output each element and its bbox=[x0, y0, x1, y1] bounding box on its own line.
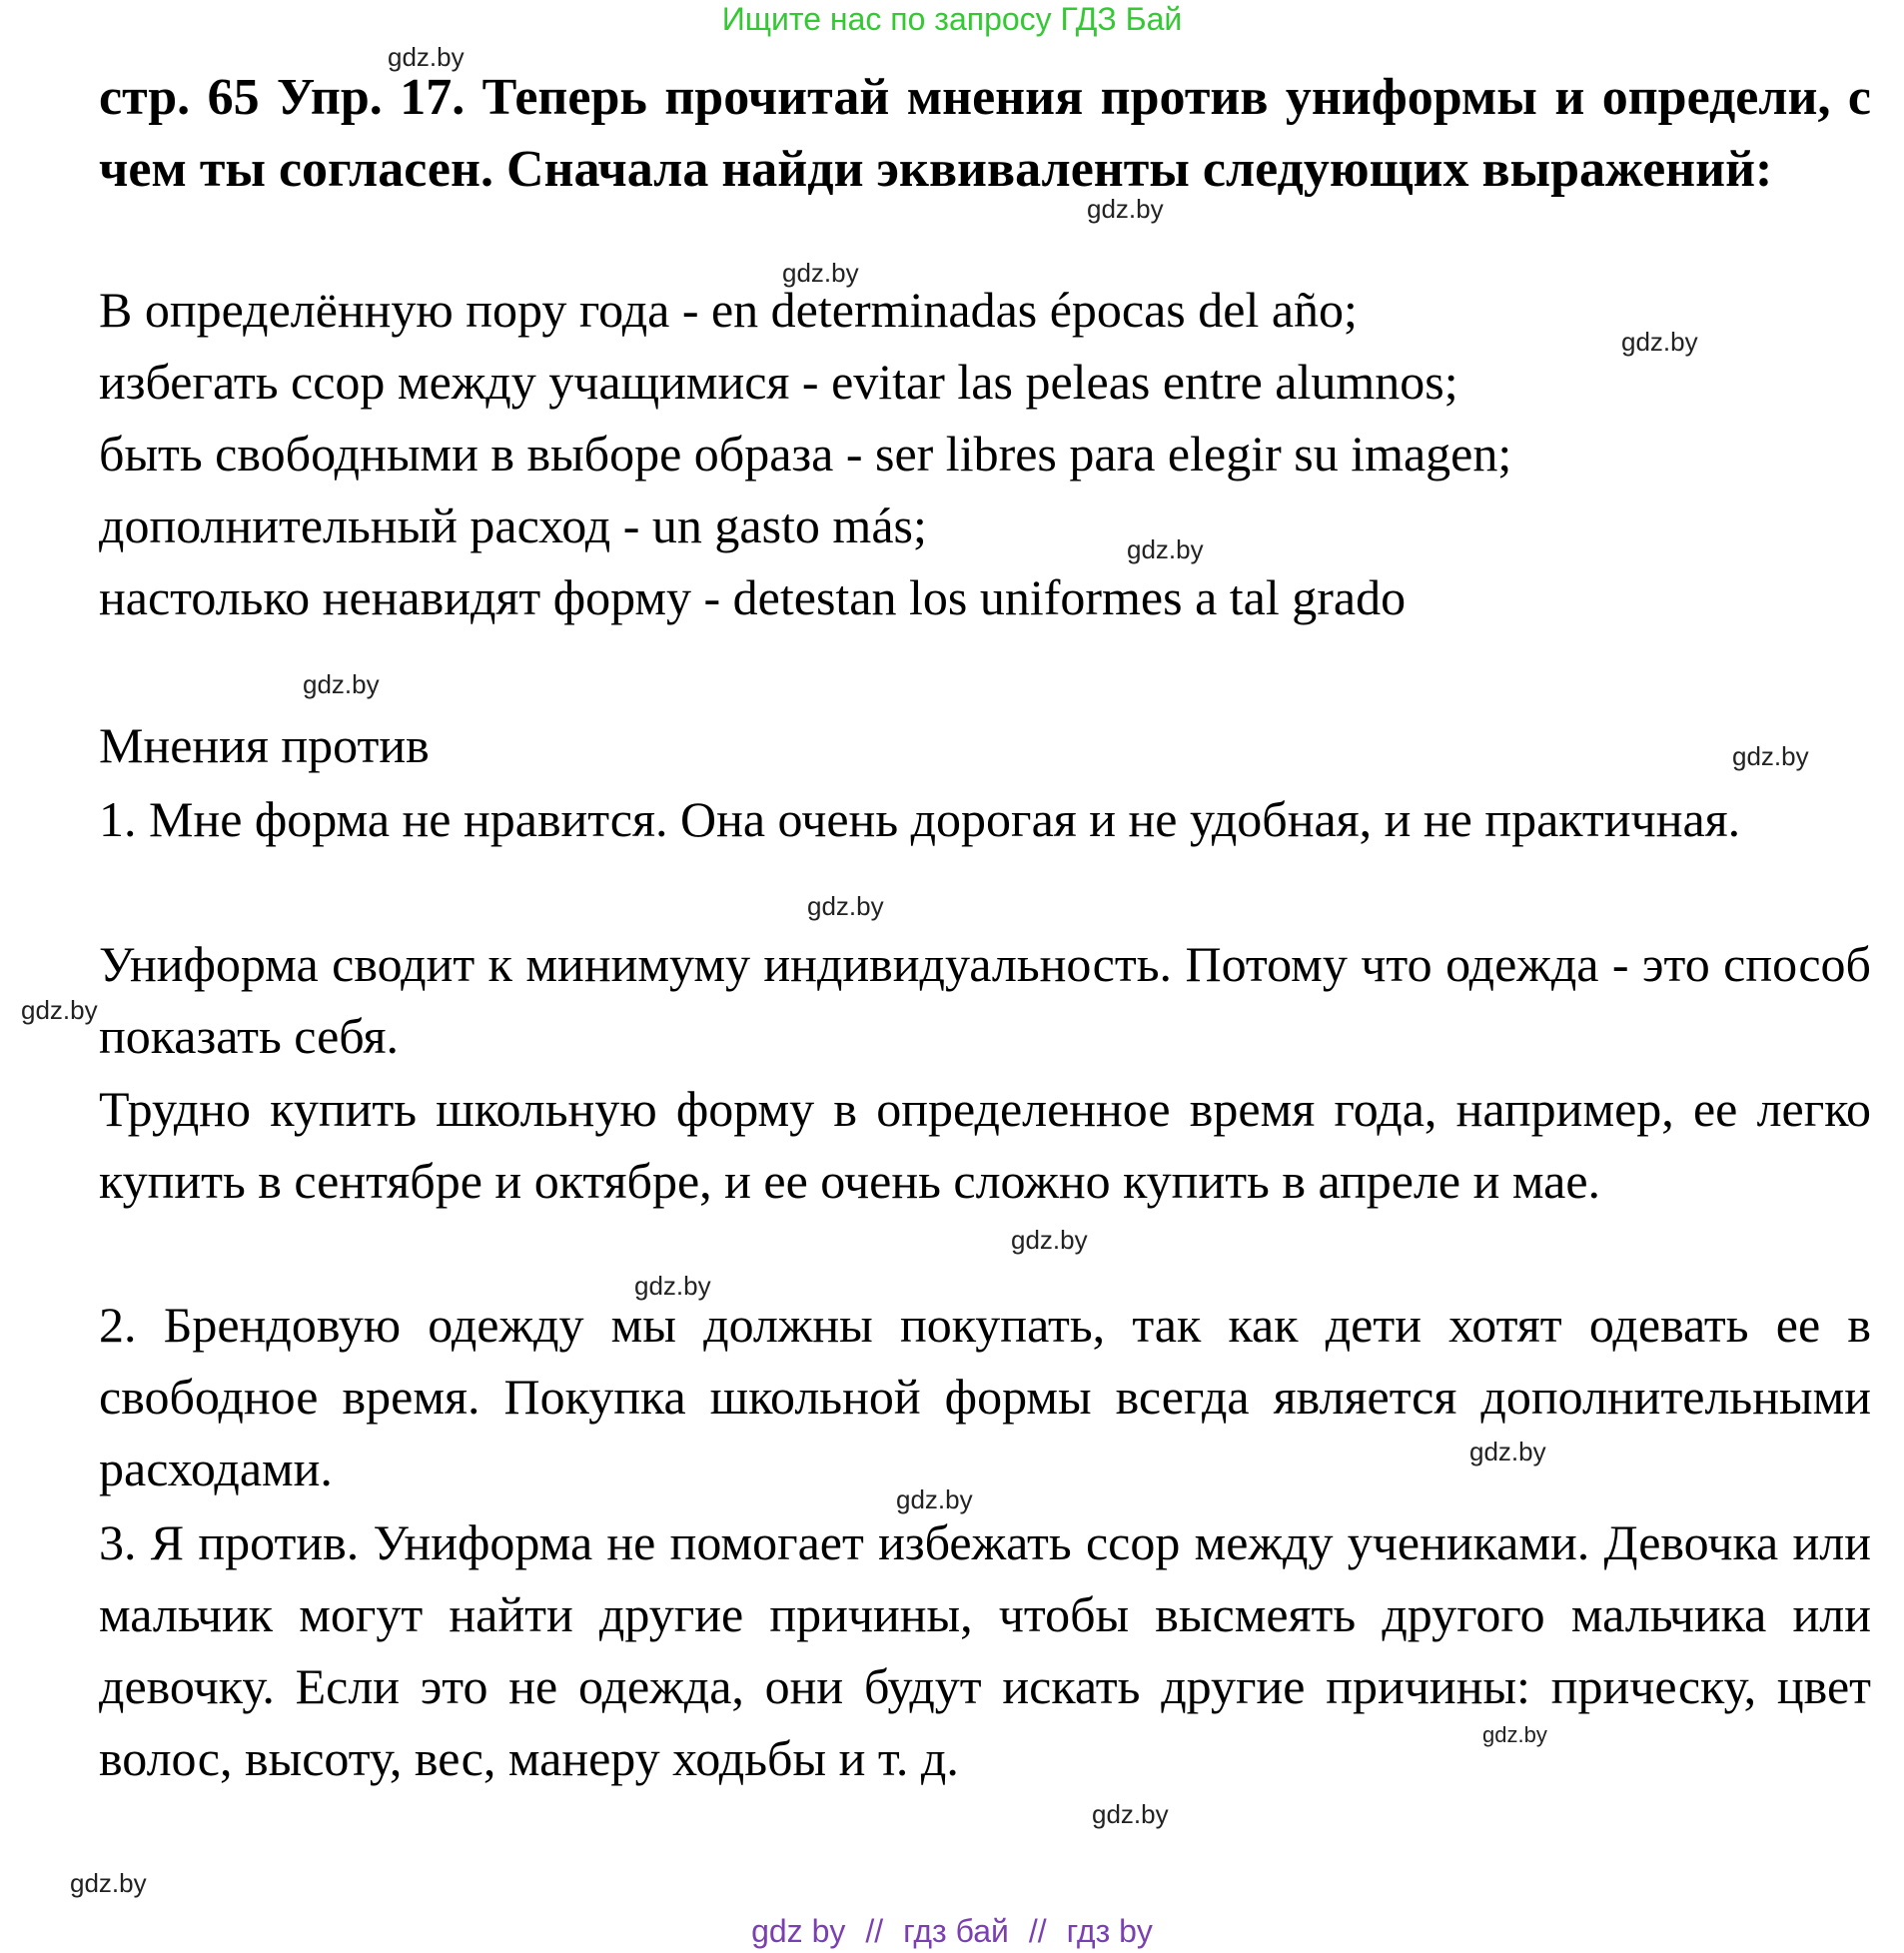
watermark: gdz.by bbox=[1127, 534, 1204, 564]
opinion-paragraph: Униформа сводит к минимуму индивидуальность. Потому что одежда - это способ показать себя. bbox=[99, 936, 1871, 1064]
footer-separator: // bbox=[865, 1913, 884, 1949]
exercise-heading: стр. 65 Упр. 17. Теперь прочитай мнения против униформы и определи, с чем ты согласен. Сначала найди эквиваленты следующих выражений: bbox=[99, 69, 1871, 198]
watermark: gdz.by bbox=[1732, 741, 1809, 771]
expression-line: настолько ненавидят форму - detestan los uniformes a tal grado bbox=[99, 569, 1407, 625]
watermark: gdz.by bbox=[1092, 1799, 1169, 1829]
watermark: gdz.by bbox=[782, 258, 859, 288]
watermark: gdz.by bbox=[634, 1271, 711, 1301]
opinions-title: Мнения против bbox=[99, 717, 430, 773]
watermark: gdz.by bbox=[807, 891, 884, 921]
opinion-paragraph: 3. Я против. Униформа не помогает избежать ссор между учениками. Девочка или мальчик могут найти другие причины, чтобы высмеять другого мальчика или девочку. Если это не одежда, они будут искать другие причины: прическу, цвет волос, высоту, вес, манеру ходьбы и т. д. bbox=[99, 1514, 1871, 1786]
watermark: gdz.by bbox=[303, 669, 380, 699]
watermark: gdz.by bbox=[1011, 1225, 1088, 1255]
expression-line: В определённую пору года - en determinadas épocas del año; bbox=[99, 282, 1358, 338]
opinion-paragraph: 1. Мне форма не нравится. Она очень дорогая и не удобная, и не практичная. bbox=[99, 791, 1741, 847]
opinion-paragraph: 2. Брендовую одежду мы должны покупать, так как дети хотят одевать ее в свободное время. Покупка школьной формы всегда является дополнительными расходами. bbox=[99, 1297, 1871, 1496]
top-banner[interactable]: Ищите нас по запросу ГДЗ Бай bbox=[721, 1, 1183, 37]
watermark: gdz.by bbox=[1469, 1437, 1546, 1466]
watermark: gdz.by bbox=[896, 1484, 973, 1514]
watermark: gdz.by bbox=[388, 42, 465, 72]
watermark: gdz.by bbox=[21, 995, 98, 1025]
footer-link[interactable]: gdz by bbox=[751, 1913, 846, 1949]
watermark: gdz.by bbox=[1482, 1722, 1547, 1747]
opinion-paragraph: Трудно купить школьную форму в определенное время года, например, ее легко купить в сентябре и октябре, и ее очень сложно купить в апреле и мае. bbox=[99, 1081, 1871, 1209]
expression-line: дополнительный расход - un gasto más; bbox=[99, 497, 927, 553]
expression-line: избегать ссор между учащимися - evitar las peleas entre alumnos; bbox=[99, 354, 1458, 410]
footer-link[interactable]: гдз by bbox=[1066, 1913, 1153, 1949]
watermark: gdz.by bbox=[1087, 194, 1164, 224]
footer-links bbox=[0, 1912, 1904, 1950]
expression-line: быть свободными в выборе образа - ser libres para elegir su imagen; bbox=[99, 426, 1512, 482]
watermark: gdz.by bbox=[1621, 327, 1698, 357]
watermark: gdz.by bbox=[70, 1868, 147, 1898]
footer-link[interactable]: гдз бай bbox=[903, 1913, 1009, 1949]
footer-separator: // bbox=[1028, 1913, 1047, 1949]
